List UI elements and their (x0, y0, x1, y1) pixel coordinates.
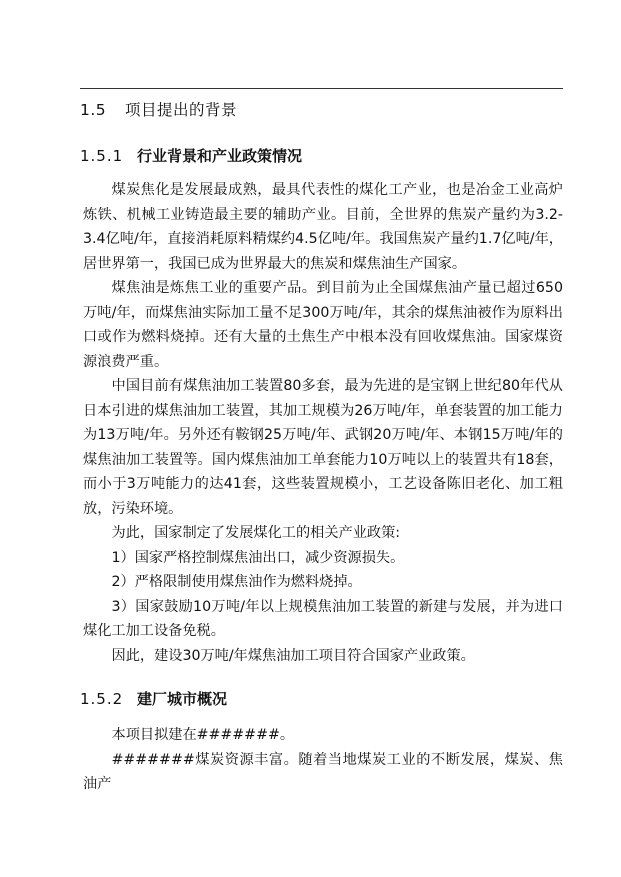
paragraph: 煤焦油是炼焦工业的重要产品。到目前为止全国煤焦油产量已超过650万吨/年，而煤焦油实际加工量不足300万吨/年，其余的煤焦油被作为原料出口或作为燃料烧掉。还有大量的土焦生产中根本没有回收煤焦油。国家煤资源浪费严重。 (83, 280, 563, 370)
subsection-title: 建厂城市概况 (137, 690, 228, 708)
subsection-number: 1.5.2 (80, 690, 124, 708)
section-number: 1.5 (80, 101, 107, 119)
subsection-body-2 (83, 723, 563, 797)
subsection-number: 1.5.1 (80, 147, 124, 165)
section-heading (80, 99, 237, 121)
paragraph: 因此，建设30万吨/年煤焦油加工项目符合国家产业政策。 (111, 647, 475, 664)
paragraph: 本项目拟建在#######。 (111, 727, 295, 743)
list-item: 1）国家严格控制煤焦油出口，减少资源损失。 (111, 549, 405, 566)
subsection-title: 行业背景和产业政策情况 (137, 147, 303, 165)
subsection-heading-2 (80, 688, 227, 710)
subsection-heading-1 (80, 145, 302, 167)
paragraph: 中国目前有煤焦油加工装置80多套，最为先进的是宝钢上世纪80年代从日本引进的煤焦油加工装置，其加工规模为26万吨/年，单套装置的加工能力为13万吨/年。另外还有鞍钢25万吨/年、武钢20万吨/年、本钢15万吨/年的煤焦油加工装置等。国内煤焦油加工单套能力10万吨以上的装置共有18套，而小于3万吨能力的达41套，这些装置规模小，工艺设备陈旧老化、加工粗放，污染环境。 (83, 378, 563, 517)
list-item: 2）严格限制使用煤焦油作为燃料烧掉。 (111, 574, 362, 590)
section-title: 项目提出的背景 (125, 101, 238, 119)
header-rule (80, 88, 563, 89)
subsection-body-1 (83, 178, 563, 668)
paragraph: #######煤炭资源丰富。随着当地煤炭工业的不断发展，煤炭、焦油产 (83, 751, 563, 792)
paragraph: 煤炭焦化是发展最成熟，最具代表性的煤化工产业，也是冶金工业高炉炼铁、机械工业铸造最主要的辅助产业。目前，全世界的焦炭产量约为3.2-3.4亿吨/年，直接消耗原料精煤约4.5亿吨/年。我国焦炭产量约1.7亿吨/年，居世界第一，我国已成为世界最大的焦炭和煤焦油生产国家。 (83, 182, 563, 272)
paragraph: 为此，国家制定了发展煤化工的相关产业政策: (111, 525, 401, 541)
list-item: 3）国家鼓励10万吨/年以上规模焦油加工装置的新建与发展，并为进口煤化工加工设备免税。 (83, 598, 563, 639)
